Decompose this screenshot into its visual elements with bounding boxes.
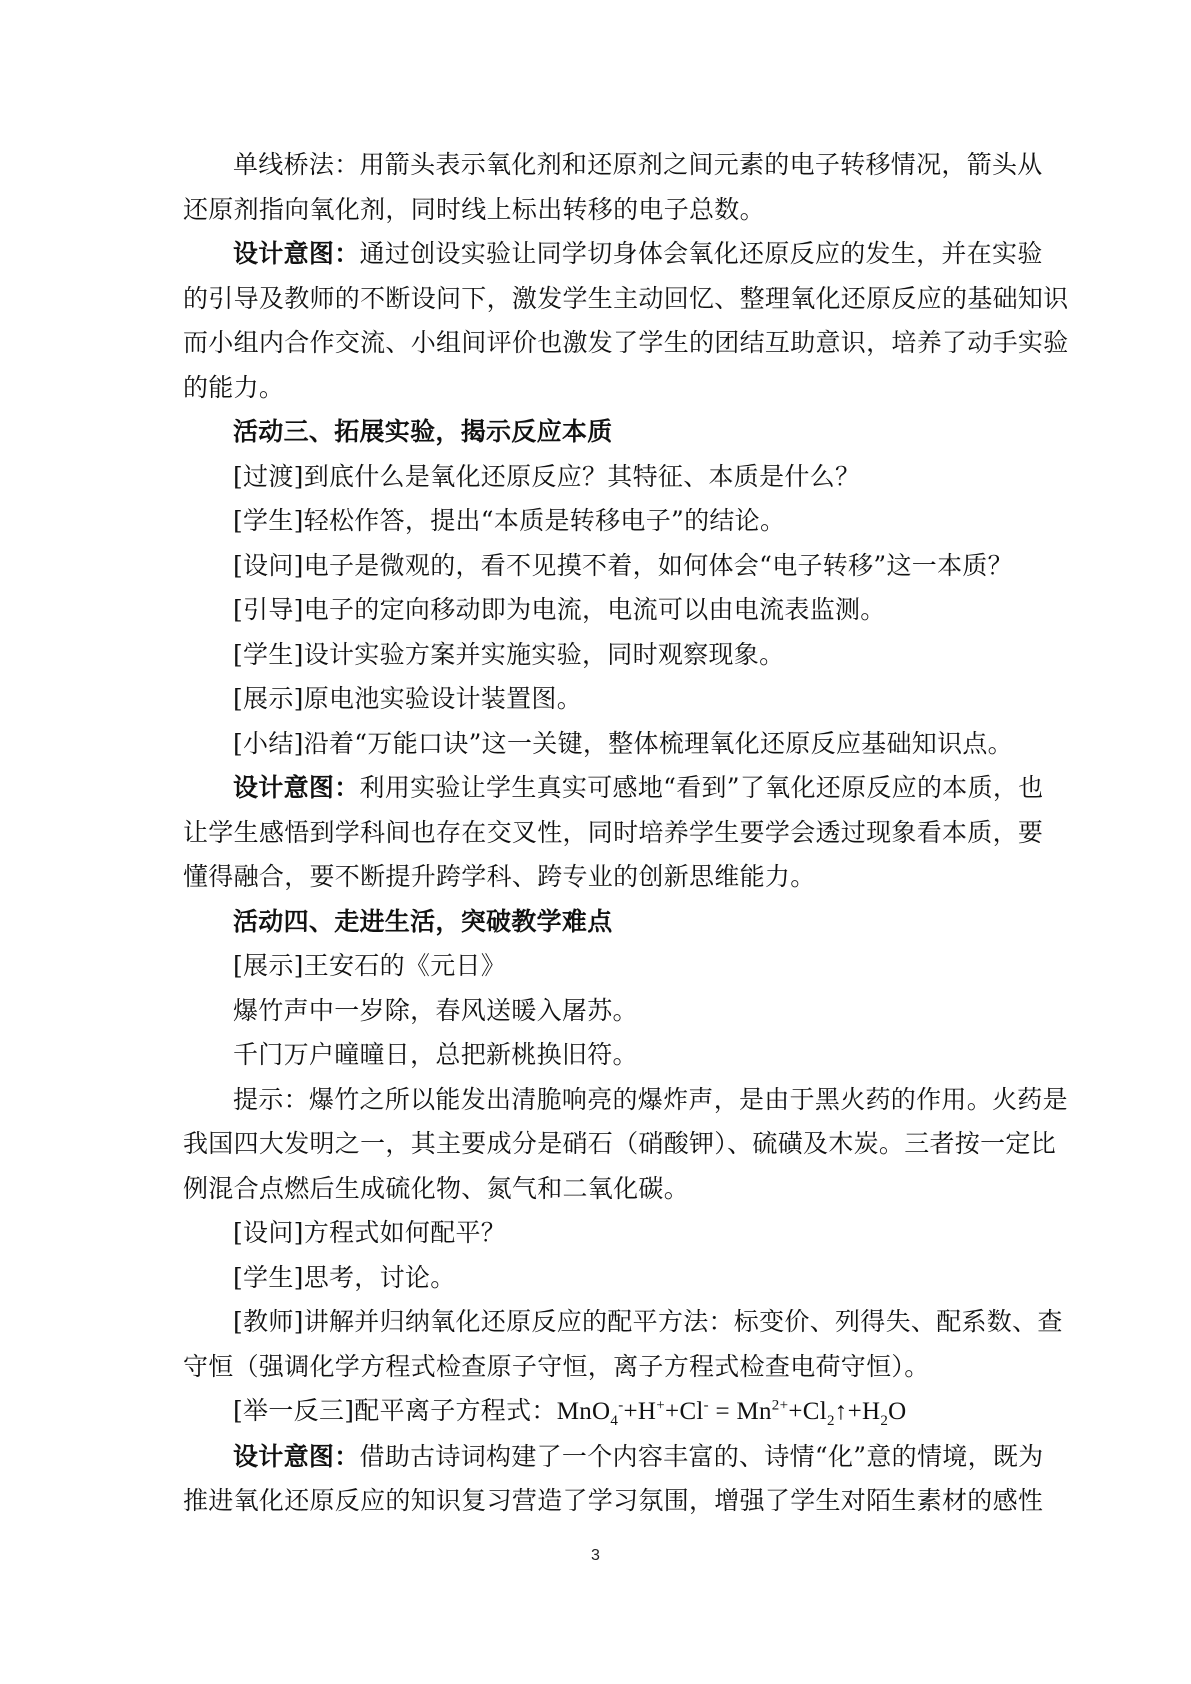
text-line (183, 588, 1015, 633)
page-body (183, 143, 1069, 1524)
line-text: 千门万户曈曈日，总把新桃换旧符。 (233, 1040, 638, 1069)
text-line (183, 944, 1015, 989)
text-line (183, 277, 1069, 322)
text-line (183, 855, 1015, 900)
text-line (183, 1167, 1015, 1212)
text-line (183, 143, 1043, 188)
text-line (183, 1345, 1015, 1390)
text-line (183, 1122, 1057, 1167)
text-line (183, 722, 1015, 767)
equation-prefix: [举一反三]配平离子方程式： (233, 1396, 557, 1425)
line-text: [教师]讲解并归纳氧化还原反应的配平方法：标变价、列得失、配系数、查 (233, 1307, 1063, 1336)
text-line (183, 321, 1069, 366)
formula-text: O (888, 1398, 907, 1425)
line-text: 提示：爆竹之所以能发出清脆响亮的爆炸声，是由于黑火药的作用。火药是 (233, 1084, 1068, 1114)
page-number: 3 (591, 1547, 600, 1564)
superscript: + (656, 1397, 666, 1414)
text-line (183, 188, 1015, 233)
text-line (183, 1435, 1044, 1480)
line-text: 单线桥法：用箭头表示氧化剂和还原剂之间元素的电子转移情况，箭头从 (233, 150, 1043, 179)
line-text: [学生]轻松作答，提出“本质是转移电子”的结论。 (233, 506, 786, 535)
line-text: [过渡]到底什么是氧化还原反应？其特征、本质是什么？ (233, 461, 861, 491)
subscript: 2 (826, 1413, 835, 1429)
formula-text: +Cl (665, 1398, 704, 1425)
superscript: 2+ (771, 1397, 789, 1414)
line-text: [小结]沿着“万能口诀”这一关键，整体梳理氧化还原反应基础知识点。 (233, 728, 1013, 758)
design-intent-label: 设计意图： (233, 773, 360, 802)
text-line (183, 455, 1015, 500)
line-text: 爆竹声中一岁除，春风送暖入屠苏。 (233, 995, 638, 1025)
text-line (183, 366, 1015, 411)
line-text: [引导]电子的定向移动即为电流，电流可以由电流表监测。 (233, 595, 886, 624)
text-line (183, 1033, 1015, 1078)
line-text: 例混合点燃后生成硫化物、氮气和二氧化碳。 (183, 1173, 690, 1203)
line-text: 的能力。 (183, 372, 285, 402)
text-line (183, 1256, 1015, 1301)
section-heading: 活动四、走进生活，突破教学难点 (233, 906, 613, 936)
line-text: [设问]方程式如何配平？ (233, 1218, 507, 1247)
line-text: [学生]设计实验方案并实施实验，同时观察现象。 (233, 639, 785, 669)
line-text: [设问]电子是微观的，看不见摸不着，如何体会“电子转移”这一本质？ (233, 550, 1013, 580)
formula-text: MnO (556, 1398, 611, 1425)
line-text: [学生]思考，讨论。 (233, 1262, 456, 1292)
line-text: 的引导及教师的不断设问下，激发学生主动回忆、整理氧化还原反应的基础知识 (183, 283, 1069, 313)
text-line (183, 1078, 1068, 1123)
design-intent-label: 设计意图： (233, 1441, 360, 1471)
text-line (183, 633, 1015, 678)
line-text: [展示]王安石的《元日》 (233, 951, 507, 980)
line-text: 还原剂指向氧化剂，同时线上标出转移的电子总数。 (183, 194, 765, 224)
text-line (183, 1211, 1015, 1256)
text-line (183, 811, 1044, 856)
superscript: - (703, 1397, 709, 1414)
text-line (183, 677, 1015, 722)
section-heading: 活动三、拓展实验，揭示反应本质 (233, 417, 613, 446)
line-text: 我国四大发明之一，其主要成分是硝石（硝酸钾）、硫磺及木炭。三者按一定比 (183, 1129, 1057, 1158)
ionic-equation (556, 1397, 907, 1429)
subscript: 4 (610, 1413, 619, 1429)
line-text: 而小组内合作交流、小组间评价也激发了学生的团结互助意识，培养了动手实验 (183, 328, 1069, 357)
equation-line (183, 1389, 1015, 1435)
line-text: 让学生感悟到学科间也存在交叉性，同时培养学生要学会透过现象看本质，要 (183, 817, 1044, 847)
text-line (183, 1479, 1044, 1524)
formula-text: = Mn (708, 1398, 772, 1425)
text-line (183, 544, 1015, 589)
subscript: 2 (880, 1413, 889, 1429)
line-text: 通过创设实验让同学切身体会氧化还原反应的发生，并在实验 (359, 239, 1043, 268)
superscript: - (618, 1397, 624, 1414)
line-text: [展示]原电池实验设计装置图。 (233, 684, 583, 713)
line-text: 推进氧化还原反应的知识复习营造了学习氛围，增强了学生对陌生素材的感性 (183, 1486, 1044, 1515)
design-intent-label: 设计意图： (233, 239, 360, 268)
text-line (183, 499, 1015, 544)
line-text: 懂得融合，要不断提升跨学科、跨专业的创新思维能力。 (183, 862, 816, 891)
line-text: 守恒（强调化学方程式检查原子守恒，离子方程式检查电荷守恒）。 (183, 1351, 930, 1381)
line-text: 利用实验让学生真实可感地“看到”了氧化还原反应的本质，也 (359, 773, 1044, 802)
text-line (183, 766, 1044, 811)
formula-text: +Cl (788, 1398, 827, 1425)
text-line (183, 989, 1015, 1034)
formula-text: ↑+H (834, 1398, 881, 1425)
line-text: 借助古诗词构建了一个内容丰富的、诗情“化”意的情境，既为 (359, 1441, 1044, 1471)
text-line (183, 232, 1043, 277)
text-line (183, 1300, 1063, 1345)
formula-text: +H (623, 1398, 657, 1425)
